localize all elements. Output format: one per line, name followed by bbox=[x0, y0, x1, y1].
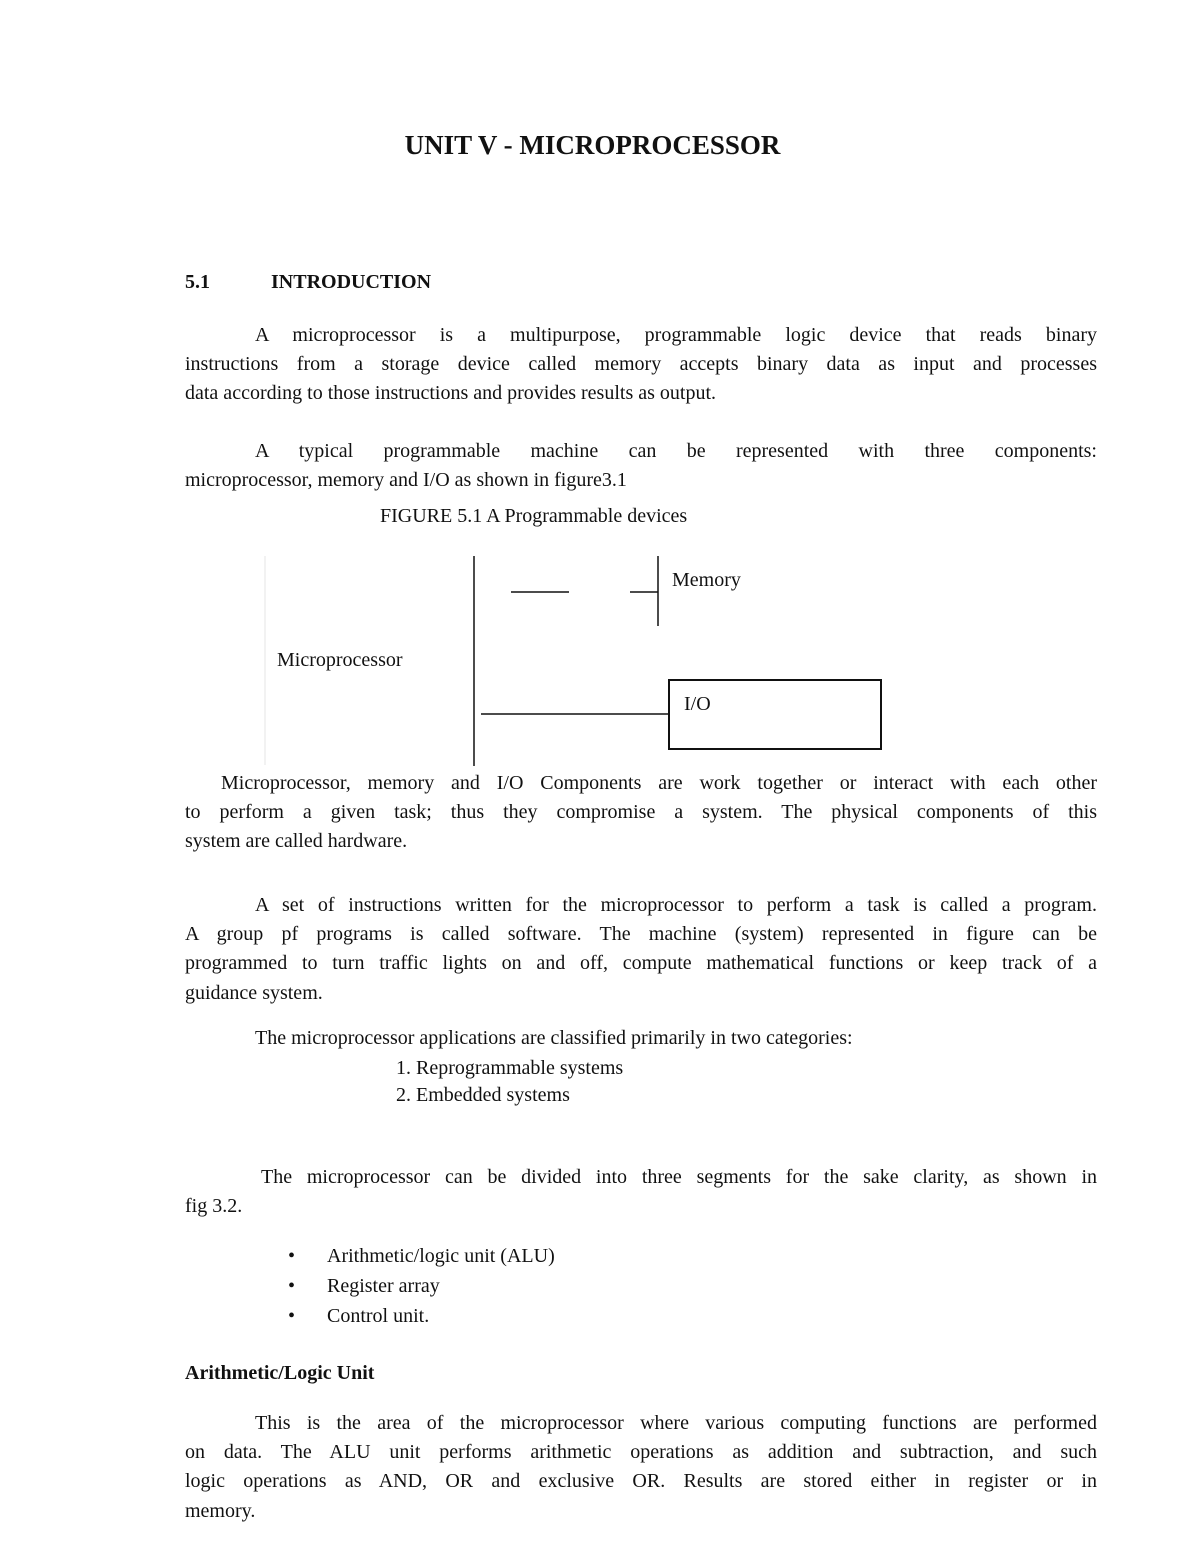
text-line: system are called hardware. bbox=[185, 830, 408, 853]
text-line: on data. The ALU unit performs arithmetic operations as addition and subtraction, and such bbox=[185, 1441, 1097, 1464]
microprocessor-label: Microprocessor bbox=[277, 649, 403, 671]
text-line: to perform a given task; thus they compromise a system. The physical components of this bbox=[185, 801, 1097, 824]
text-line: memory. bbox=[185, 1499, 256, 1522]
text-line: Microprocessor, memory and I/O Components are work together or interact with each other bbox=[221, 772, 1097, 794]
text-line: This is the area of the microprocessor where various computing functions are performed bbox=[255, 1412, 1097, 1434]
category-item: 1. Reprogrammable systems bbox=[396, 1057, 624, 1079]
alu-paragraph bbox=[185, 1409, 1097, 1526]
segment-item: Register array bbox=[327, 1275, 440, 1297]
bullet-icon: • bbox=[288, 1275, 296, 1297]
bullet-icon: • bbox=[288, 1305, 296, 1327]
text-line: programmed to turn traffic lights on and off, compute mathematical functions or keep track of a bbox=[185, 952, 1097, 975]
text-line: A typical programmable machine can be represented with three components: bbox=[255, 440, 1097, 462]
alu-heading: Arithmetic/Logic Unit bbox=[185, 1362, 375, 1384]
system-paragraph bbox=[185, 769, 1097, 857]
text-line: A group pf programs is called software. The machine (system) represented in figure can be bbox=[185, 923, 1097, 946]
text-line: The microprocessor can be divided into three segments for the sake clarity, as shown in bbox=[261, 1166, 1097, 1188]
text-line: instructions from a storage device called memory accepts binary data as input and processes bbox=[185, 353, 1097, 376]
text-line: guidance system. bbox=[185, 981, 323, 1004]
io-label: I/O bbox=[684, 693, 711, 715]
text-line: A set of instructions written for the microprocessor to perform a task is called a program. bbox=[255, 894, 1097, 916]
section-number: 5.1 bbox=[185, 271, 210, 293]
text-line: logic operations as AND, OR and exclusive OR. Results are stored either in register or in bbox=[185, 1470, 1097, 1493]
text-line: microprocessor, memory and I/O as shown in figure3.1 bbox=[185, 469, 627, 492]
segment-item: Control unit. bbox=[327, 1305, 430, 1327]
segments-paragraph bbox=[185, 1163, 1097, 1221]
program-paragraph bbox=[185, 891, 1097, 1008]
memory-label: Memory bbox=[672, 569, 741, 591]
applications-paragraph: The microprocessor applications are classified primarily in two categories: bbox=[255, 1027, 853, 1049]
page-title: UNIT V - MICROPROCESSOR bbox=[404, 130, 781, 160]
text-line: A microprocessor is a multipurpose, programmable logic device that reads binary bbox=[255, 324, 1097, 346]
category-item: 2. Embedded systems bbox=[396, 1084, 570, 1106]
section-title: INTRODUCTION bbox=[271, 271, 432, 293]
segment-item: Arithmetic/logic unit (ALU) bbox=[327, 1245, 555, 1267]
text-line: fig 3.2. bbox=[185, 1195, 243, 1218]
figure-caption: FIGURE 5.1 A Programmable devices bbox=[380, 505, 688, 527]
bullet-icon: • bbox=[288, 1245, 296, 1267]
text-line: data according to those instructions and provides results as output. bbox=[185, 382, 717, 405]
